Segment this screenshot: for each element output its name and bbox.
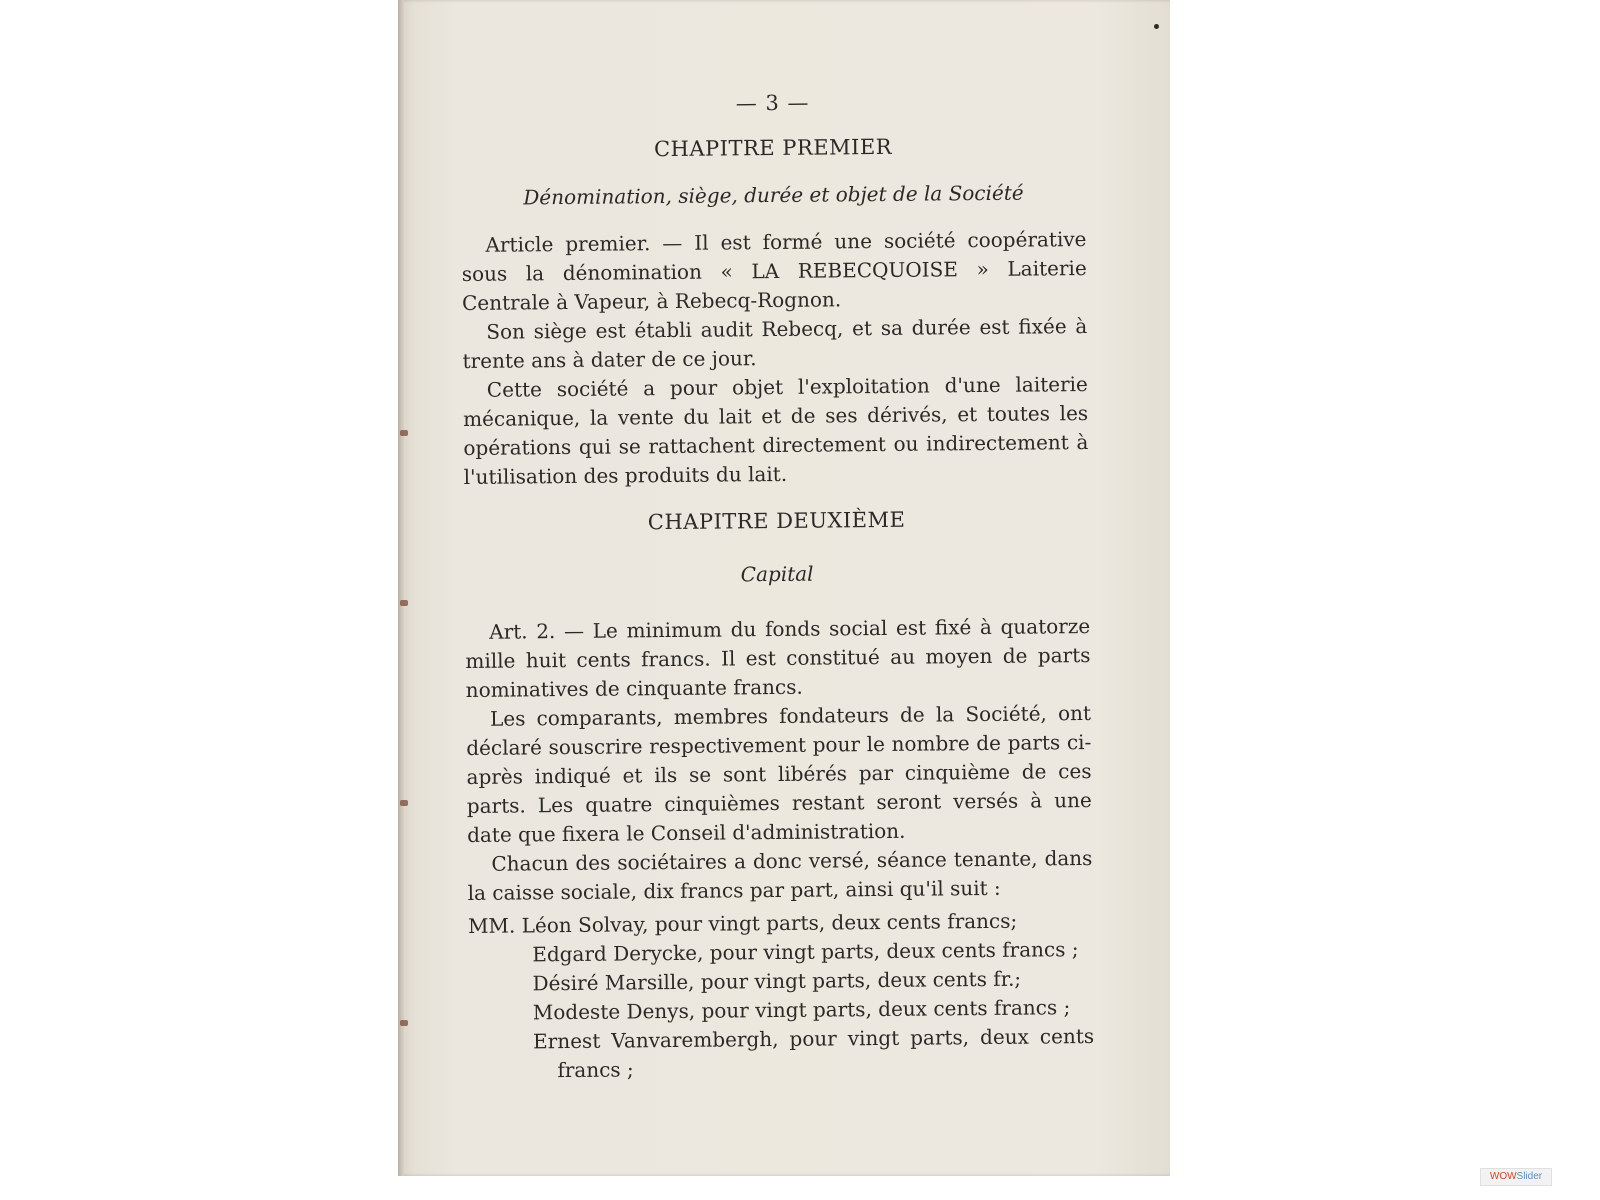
document-page [398,0,1170,1176]
chapter-subtitle: Dénomination, siège, durée et objet de la Société [523,180,1024,210]
ink-speck [1154,24,1159,29]
paragraph: Son siège est établi audit Rebecq, et sa durée est fixée à trente ans à dater de ce jour. [462,313,1088,373]
binding-mark [400,430,408,436]
page-text [460,86,1095,1086]
chapter-title: CHAPITRE DEUXIÈME [647,507,906,535]
paragraph: Article premier. — Il est formé une société coopérative sous la dénomination « LA REBECQUOISE » Laiterie Centrale à Vapeur, à Rebecq-Rognon. [461,226,1087,315]
member-list-item: Désiré Marsille, pour vingt parts, deux cents fr.; [532,966,1022,996]
watermark-part-wow: WOW [1489,1171,1517,1182]
binding-mark [400,1020,408,1026]
watermark-part-slider: Slider [1516,1171,1543,1182]
member-list-item: Edgard Derycke, pour vingt parts, deux cents francs ; [532,937,1079,967]
member-list-item: Ernest Vanvarembergh, pour vingt parts, deux cents francs ; [533,1023,1095,1083]
wowslider-watermark[interactable] [1480,1168,1552,1186]
paragraph: Cette société a pour objet l'exploitation d'une laiterie mécanique, la vente du lait et de ses dérivés, et toutes les opérations qui se rattachent directement ou indirectement à l'utilisation des produits du lait. [463,371,1089,489]
page-number: — 3 — [735,90,810,116]
binding-mark [400,800,408,806]
paragraph: Art. 2. — Le minimum du fonds social est fixé à quatorze mille huit cents francs. Il est constitué au moyen de parts nominatives de cinquante francs. [465,613,1091,702]
chapter-title: CHAPITRE PREMIER [653,134,893,162]
page-binding-edge [398,0,404,1176]
member-list-lead: MM. Léon Solvay, pour vingt parts, deux cents francs; [467,908,1018,938]
chapter-subtitle: Capital [740,561,814,587]
member-list-item: Modeste Denys, pour vingt parts, deux cents francs ; [532,995,1071,1025]
binding-mark [400,600,408,606]
paragraph: Les comparants, membres fondateurs de la Société, ont déclaré souscrire respectivement pour le nombre de parts ci-après indiqué et ils se sont libérés par cinquième de ces parts. Les quatre cinquièmes restant seront versés à une date que fixera le Conseil d'administration. [466,700,1092,847]
paragraph: Chacun des sociétaires a donc versé, séance tenante, dans la caisse sociale, dix francs par part, ainsi qu'il suit : [467,845,1093,905]
